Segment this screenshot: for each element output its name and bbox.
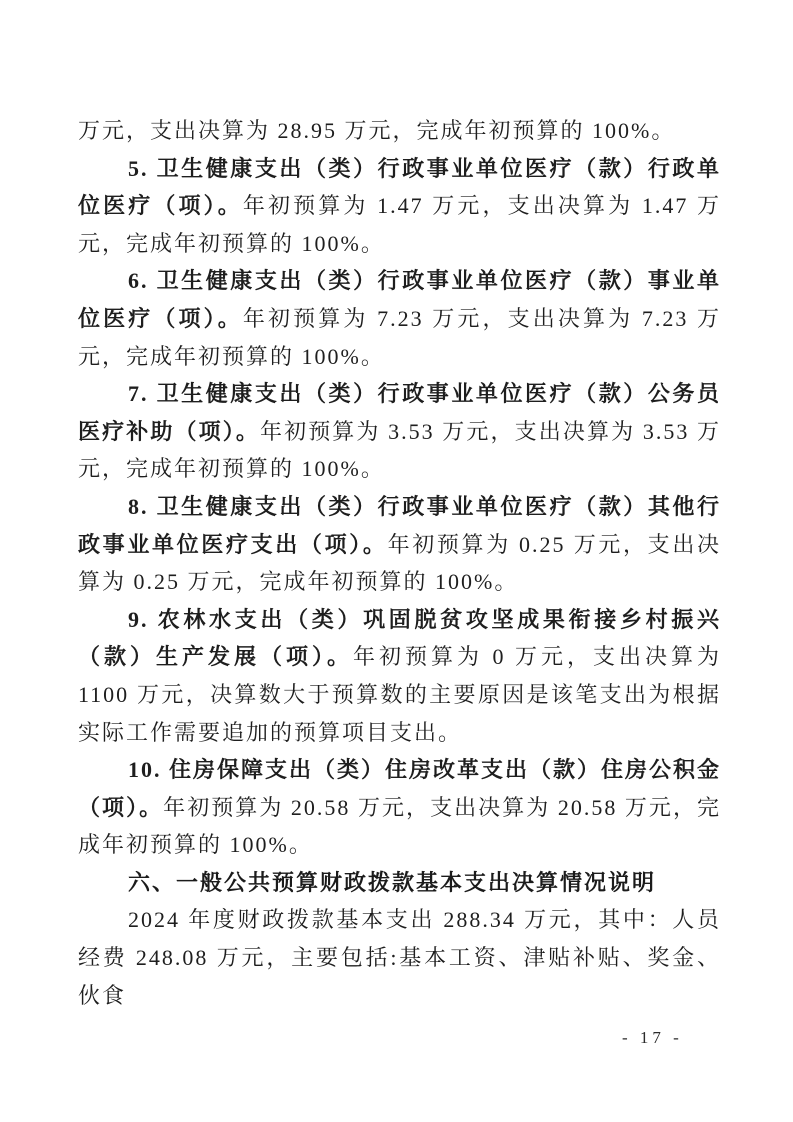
paragraph-continuation <box>78 112 721 150</box>
page-number: - 17 - <box>622 1028 683 1047</box>
budget-item-6 <box>78 262 721 375</box>
budget-item-9-detail: 年初预算为 0 万元，支出决算为 1100 万元，决算数大于预算数的主要原因是该笔支出为根据实际工作需要追加的预算项目支出。 <box>78 644 721 745</box>
budget-item-8-detail: 年初预算为 0.25 万元，支出决算为 0.25 万元，完成年初预算的 100%。 <box>78 531 721 595</box>
budget-item-5-detail: 年初预算为 1.47 万元，支出决算为 1.47 万元，完成年初预算的 100%。 <box>78 193 721 256</box>
section-heading: 六、一般公共预算财政拨款基本支出决算情况说明 <box>128 869 657 895</box>
document-body <box>78 112 721 1014</box>
budget-item-9-title: 9. 农林水支出（类）巩固脱贫攻坚成果衔接乡村振兴（款）生产发展（项）。 <box>78 606 721 670</box>
budget-item-10-detail: 年初预算为 20.58 万元，支出决算为 20.58 万元，完成年初预算的 100%。 <box>78 794 721 858</box>
budget-item-10 <box>78 751 721 864</box>
paragraph-closing: 2024 年度财政拨款基本支出 288.34 万元，其中：人员经费 248.08 万元，主要包括:基本工资、津贴补贴、奖金、伙食 <box>78 907 721 1008</box>
budget-item-5 <box>78 150 721 263</box>
budget-item-9 <box>78 601 721 751</box>
budget-item-6-title: 6. 卫生健康支出（类）行政事业单位医疗（款）事业单位医疗（项）。 <box>78 268 721 331</box>
budget-item-7 <box>78 375 721 488</box>
continuation-text: 万元，支出决算为 28.95 万元，完成年初预算的 100%。 <box>78 118 676 143</box>
budget-item-7-title: 7. 卫生健康支出（类）行政事业单位医疗（款）公务员医疗补助（项）。 <box>78 381 721 444</box>
budget-item-8 <box>78 488 721 601</box>
budget-item-7-detail: 年初预算为 3.53 万元，支出决算为 3.53 万元，完成年初预算的 100%。 <box>78 418 721 482</box>
budget-item-10-title: 10. 住房保障支出（类）住房改革支出（款）住房公积金（项）。 <box>78 757 722 820</box>
budget-item-8-title: 8. 卫生健康支出（类）行政事业单位医疗（款）其他行政事业单位医疗支出（项）。 <box>78 493 721 557</box>
budget-item-5-title: 5. 卫生健康支出（类）行政事业单位医疗（款）行政单位医疗（项）。 <box>78 155 721 219</box>
budget-item-6-detail: 年初预算为 7.23 万元，支出决算为 7.23 万元，完成年初预算的 100%。 <box>78 305 721 369</box>
